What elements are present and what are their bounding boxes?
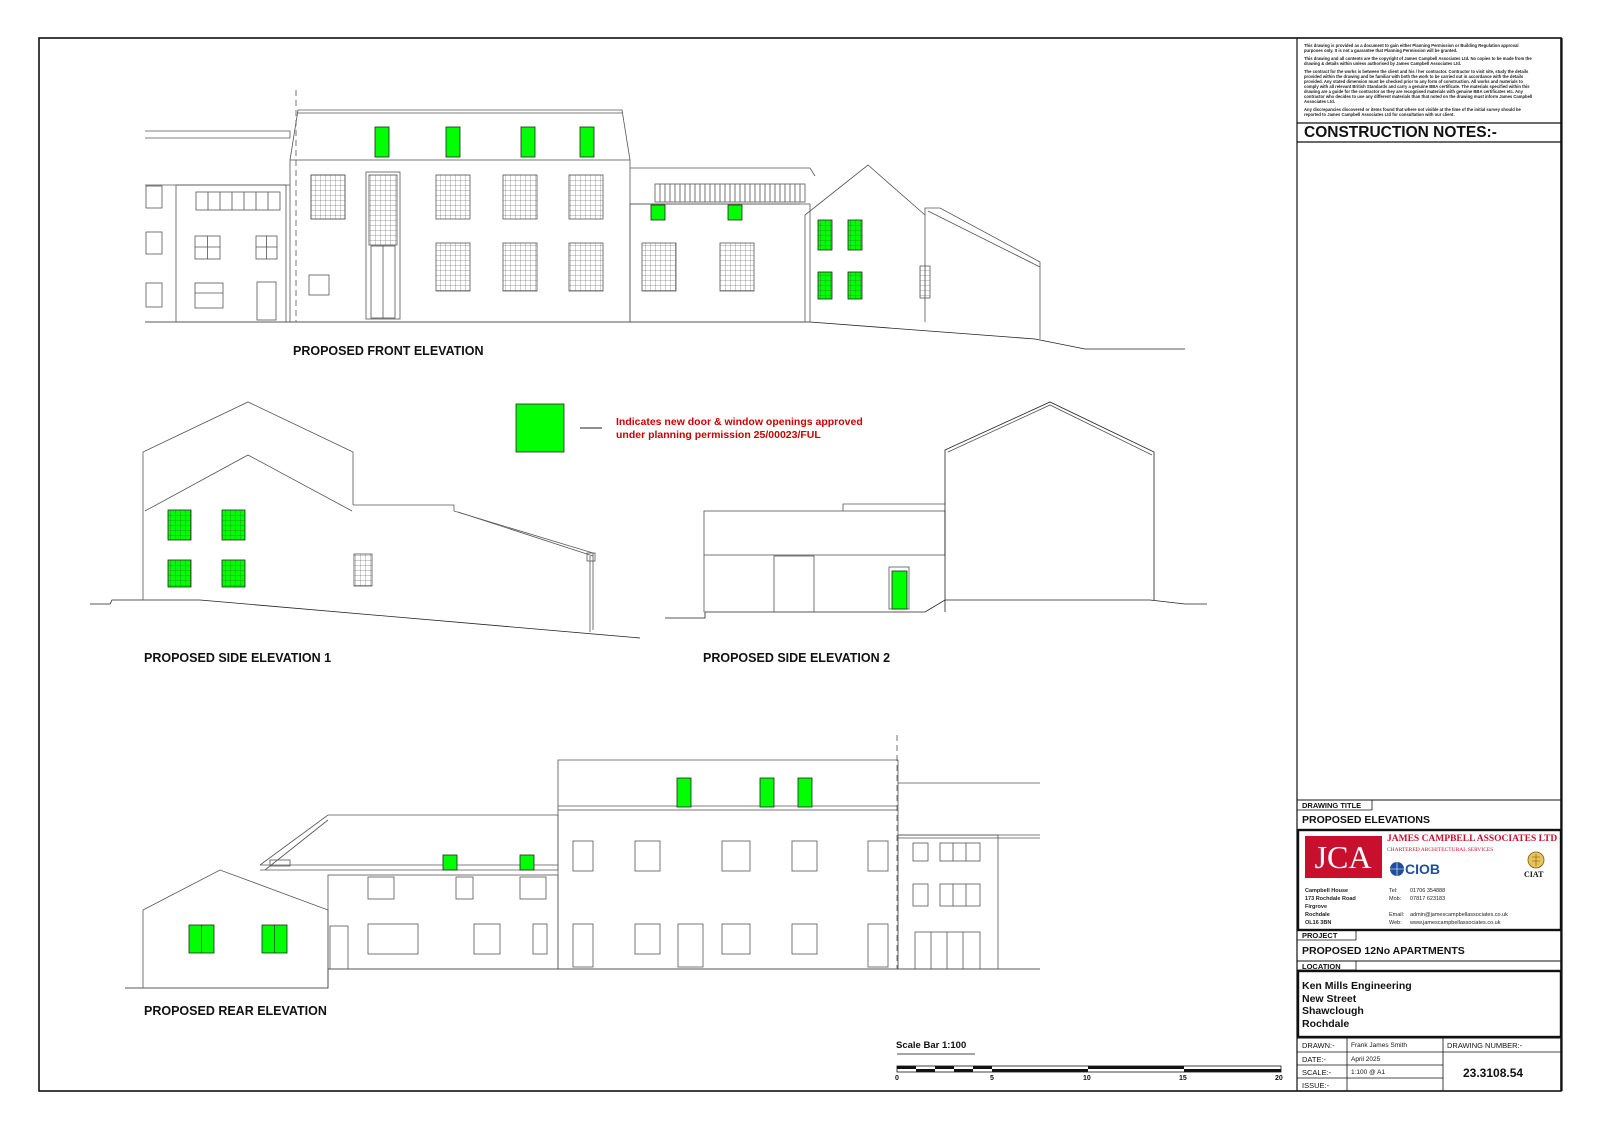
scale-value: 1:100 @ A1 [1351, 1069, 1386, 1076]
address-line: OL16 3BN [1305, 920, 1332, 926]
drawn-value: Frank James Smith [1351, 1042, 1407, 1049]
rear-elevation-title: PROPOSED REAR ELEVATION [144, 1004, 327, 1018]
scale-tick-10: 10 [1083, 1075, 1091, 1082]
scale-label: SCALE:- [1302, 1068, 1332, 1077]
legend-line-1: Indicates new door & window openings approved [616, 416, 863, 428]
legend-text [616, 416, 863, 442]
location-line: New Street [1302, 992, 1357, 1005]
ciob-logo: CIOB [1405, 861, 1440, 877]
date-value: April 2025 [1351, 1056, 1381, 1063]
address-line: Campbell House [1305, 888, 1349, 894]
disclaimer-paragraph: This drawing is provided as a document to gain either Planning Permission or Building Regulation approval purposes only. It is not a guarantee that Planning Permission will be granted. [1304, 43, 1519, 53]
website-link[interactable]: www.jamescampbellassociates.co.uk [1410, 920, 1501, 926]
drawing-title-label: DRAWING TITLE [1302, 801, 1362, 810]
email-link[interactable]: admin@jamescampbellassociates.co.uk [1410, 912, 1508, 918]
construction-notes-heading: CONSTRUCTION NOTES:- [1304, 124, 1497, 141]
location-line: Shawclough [1302, 1005, 1364, 1017]
scale-bar [897, 1054, 1281, 1072]
side2-new-door [892, 571, 907, 609]
company-tagline: CHARTERED ARCHITECTURAL SERVICES [1387, 847, 1494, 853]
disclaimer-paragraph: The contract for the works is between the client and his / her contractor. Contractor to visit site, study the details provided within the drawing and be familiar with both the work to be carried out in accordance with the details provided. Any stated dimension must be checked prior to any form of construction. All works and materials to comply with all relevant British Standards and carry a genuine BBA certificate. The materials specified within this drawing are a guide for the contractor as they are recognised materials with genuine BBA certificates etc. Any contractor who decides to use any different materials than that noted on the drawing must inform James Campbell Associates Ltd. [1304, 69, 1533, 104]
company-address [1305, 887, 1356, 927]
contact-label: Web: [1389, 920, 1402, 926]
side-elevation-2-title: PROPOSED SIDE ELEVATION 2 [703, 651, 891, 665]
contact-values [1410, 887, 1508, 927]
disclaimer [1304, 43, 1534, 120]
date-label: DATE:- [1302, 1055, 1327, 1064]
scale-tick-15: 15 [1179, 1075, 1187, 1082]
drawing-title: PROPOSED ELEVATIONS [1302, 814, 1430, 826]
drawing-number-label: DRAWING NUMBER:- [1447, 1041, 1523, 1050]
scale-tick-5: 5 [990, 1075, 994, 1082]
project-title: PROPOSED 12No APARTMENTS [1302, 945, 1465, 957]
drawn-label: DRAWN:- [1302, 1041, 1335, 1050]
disclaimer-paragraph: This drawing and all contents are the copyright of James Campbell Associates Ltd. No copies to be made from the drawing & details within unless authorised by James Campbell Associates Ltd. [1304, 56, 1532, 66]
rear-new-openings [189, 778, 812, 953]
scale-tick-20: 20 [1275, 1075, 1283, 1082]
contact-label: Email: [1389, 912, 1405, 918]
legend-swatch [516, 404, 564, 452]
location-line: Ken Mills Engineering [1302, 980, 1412, 992]
ciat-logo: CIAT [1524, 870, 1544, 879]
address-line: Firgrove [1305, 904, 1328, 910]
scale-bar-label: Scale Bar 1:100 [896, 1040, 967, 1051]
issue-label: ISSUE:- [1302, 1081, 1330, 1090]
side-elevation-1-title: PROPOSED SIDE ELEVATION 1 [144, 651, 332, 665]
phone-number[interactable]: 01706 354888 [1410, 888, 1446, 894]
jca-logo-text: JCA [1314, 839, 1372, 875]
drawing-number: 23.3108.54 [1463, 1066, 1524, 1080]
contact-label: Mob: [1389, 896, 1402, 902]
mobile-number[interactable]: 07817 623183 [1410, 896, 1446, 902]
disclaimer-paragraph: Any discrepancies discovered or items found that where not visible at the time of the initial survey should be reported to James Campbell Associates Ltd for consultation with our client. [1304, 107, 1521, 117]
location-line: Rochdale [1302, 1017, 1350, 1030]
location-address [1302, 980, 1412, 1030]
address-line: Rochdale [1305, 912, 1330, 918]
company-name: JAMES CAMPBELL ASSOCIATES LTD [1387, 834, 1558, 844]
project-label: PROJECT [1302, 931, 1338, 940]
legend-line-2: under planning permission 25/00023/FUL [616, 429, 821, 441]
location-label: LOCATION [1302, 962, 1341, 971]
contact-label: Tel: [1389, 888, 1398, 894]
scale-tick-0: 0 [895, 1075, 899, 1082]
contact-labels [1389, 887, 1404, 927]
address-line: 173 Rochdale Road [1305, 896, 1356, 902]
front-elevation-title: PROPOSED FRONT ELEVATION [293, 344, 484, 358]
